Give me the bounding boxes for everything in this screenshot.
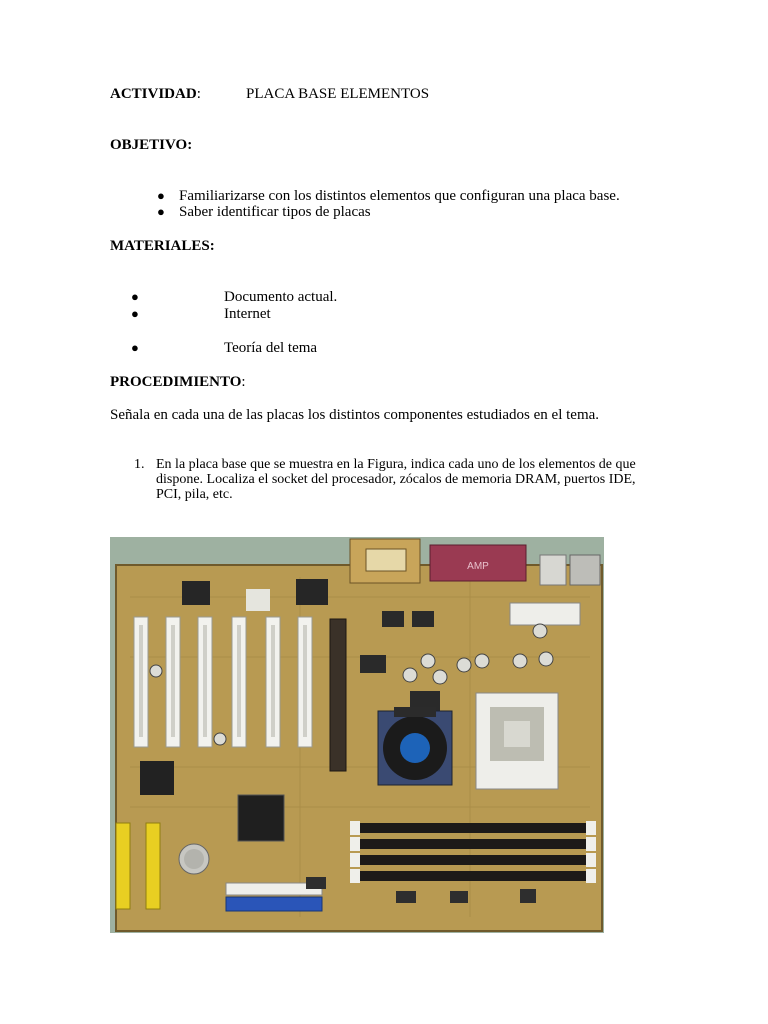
activity-label: ACTIVIDAD: <box>110 86 201 102</box>
procedure-heading: PROCEDIMIENTO: <box>110 374 246 390</box>
materials-item-3: Teoría del tema <box>224 340 318 356</box>
step-number: 1. <box>134 457 145 472</box>
step-line-2: dispone. Localiza el socket del procesador, zócalos de memoria DRAM, puertos IDE, <box>156 472 636 487</box>
bullet-icon: ● <box>157 188 165 203</box>
motherboard-photo <box>110 537 604 933</box>
step-line-3: PCI, pila, etc. <box>156 487 233 502</box>
bullet-icon: ● <box>131 340 139 355</box>
materials-item-1: Documento actual. <box>224 289 338 305</box>
materials-heading: MATERIALES: <box>110 238 215 254</box>
amp-label: AMP <box>467 561 489 572</box>
bullet-icon: ● <box>131 289 139 304</box>
step-line-1: En la placa base que se muestra en la Figura, indica cada uno de los elementos de que <box>156 457 636 472</box>
procedure-intro: Señala en cada una de las placas los distintos componentes estudiados en el tema. <box>110 407 600 423</box>
objective-heading: OBJETIVO: <box>110 137 193 153</box>
activity-title: PLACA BASE ELEMENTOS <box>246 86 430 102</box>
objective-item-2: Saber identificar tipos de placas <box>179 204 371 220</box>
bullet-icon: ● <box>131 306 139 321</box>
objective-item-1: Familiarizarse con los distintos elementos que configuran una placa base. <box>179 188 620 204</box>
materials-item-2: Internet <box>224 306 271 322</box>
bullet-icon: ● <box>157 204 165 219</box>
